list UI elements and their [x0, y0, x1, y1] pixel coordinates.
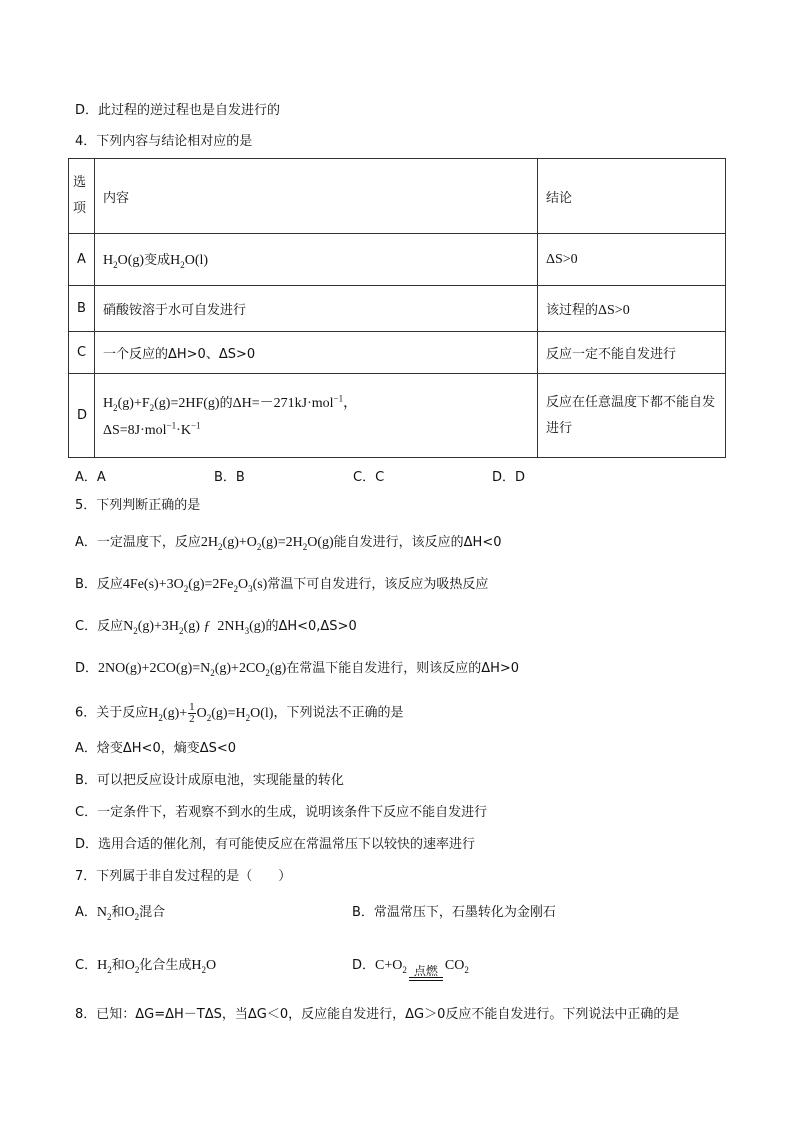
choice-c: C．C — [353, 470, 385, 485]
table-row — [69, 234, 726, 286]
row-conclusion: ΔS>0 — [538, 234, 726, 286]
q6-option-b: B．可以把反应设计成原电池，实现能量的转化 — [75, 773, 344, 788]
row-content: 硝酸铵溶于水可自发进行 — [95, 286, 538, 332]
row-option: C — [69, 332, 95, 374]
q3-option-d: D．此过程的逆过程也是自发进行的 — [75, 103, 281, 118]
header-option: 选项 — [69, 159, 95, 234]
table-row — [69, 286, 726, 332]
q4-table — [68, 158, 726, 458]
row-conclusion: 反应一定不能自发进行 — [538, 332, 726, 374]
q6-option-d: D．选用合适的催化剂，有可能使反应在常温常压下以较快的速率进行 — [75, 837, 476, 852]
table-header-row — [69, 159, 726, 234]
q8-stem: 8．已知：ΔG=ΔH－TΔS，当ΔG＜0，反应能自发进行，ΔG＞0反应不能自发进行。下列说法中正确的是 — [75, 1007, 680, 1022]
row-conclusion: 反应在任意温度下都不能自发进行 — [538, 374, 726, 458]
q7-option-b: B．常温常压下，石墨转化为金刚石 — [352, 905, 556, 920]
q5-option-b: B．反应$4Fe(s)+3O_2(g)=2Fe_2O_3(s)$常温下可自发进行，该反应为吸热反应 — [75, 577, 489, 594]
row-option: B — [69, 286, 95, 332]
q5-option-d: D．$2NO(g)+2CO(g)=N_2(g)+2CO_2(g)$在常温下能自发进行，则该反应的ΔH>0 — [75, 661, 520, 678]
choice-b: B．B — [214, 470, 245, 485]
q6-option-a: A．焓变ΔH<0，熵变ΔS<0 — [75, 741, 237, 756]
q5-stem: 5．下列判断正确的是 — [75, 498, 201, 513]
row-content: $H_2(g)+F_2(g)=2HF(g)$的ΔH=－271kJ·mol$^{-1}$， $\Delta S=8J\cdot mol^{-1}\cdot K^{-1}$ — [95, 374, 538, 458]
q4-stem: 4．下列内容与结论相对应的是 — [75, 134, 253, 149]
row-content: $H_2O(g)$变成$H_2O(l)$ — [95, 234, 538, 286]
q7-stem: 7．下列属于非自发过程的是（ ） — [75, 869, 292, 884]
header-content: 内容 — [95, 159, 538, 234]
q7-option-a: A．$N_2$和$O_2$混合 — [75, 905, 166, 922]
table-row — [69, 374, 726, 458]
choice-d: D．D — [492, 470, 526, 485]
row-conclusion: 该过程的ΔS>0 — [538, 286, 726, 332]
q6-option-c: C．一定条件下，若观察不到水的生成，说明该条件下反应不能自发进行 — [75, 805, 488, 820]
choice-a: A．A — [75, 470, 106, 485]
q7-option-d: D．$C+O_2$ 点燃 $CO_2$ — [352, 957, 469, 981]
q7-option-c: C．$H_2$和$O_2$化合生成$H_2O$ — [75, 958, 217, 975]
row-option: D — [69, 374, 95, 458]
row-content: 一个反应的ΔH>0、ΔS>0 — [95, 332, 538, 374]
row-option: A — [69, 234, 95, 286]
q6-stem: 6．关于反应$H_2(g)+$ $\frac{1}{2}$ $O_2(g)=H_2O(l)$，下列说法不正确的是 — [75, 701, 404, 725]
q4-choices — [75, 466, 735, 485]
table-row — [69, 332, 726, 374]
q5-option-a: A．一定温度下，反应$2H_2(g)+O_2(g)=2H_2O(g)$能自发进行，该反应的ΔH<0 — [75, 535, 502, 552]
reaction-arrow: 点燃 — [409, 965, 443, 981]
q5-option-c: C．反应$N_2(g)+3H_2(g)$ ƒ $2NH_3(g)$的ΔH<0,ΔS>0 — [75, 619, 357, 636]
header-conclusion: 结论 — [538, 159, 726, 234]
